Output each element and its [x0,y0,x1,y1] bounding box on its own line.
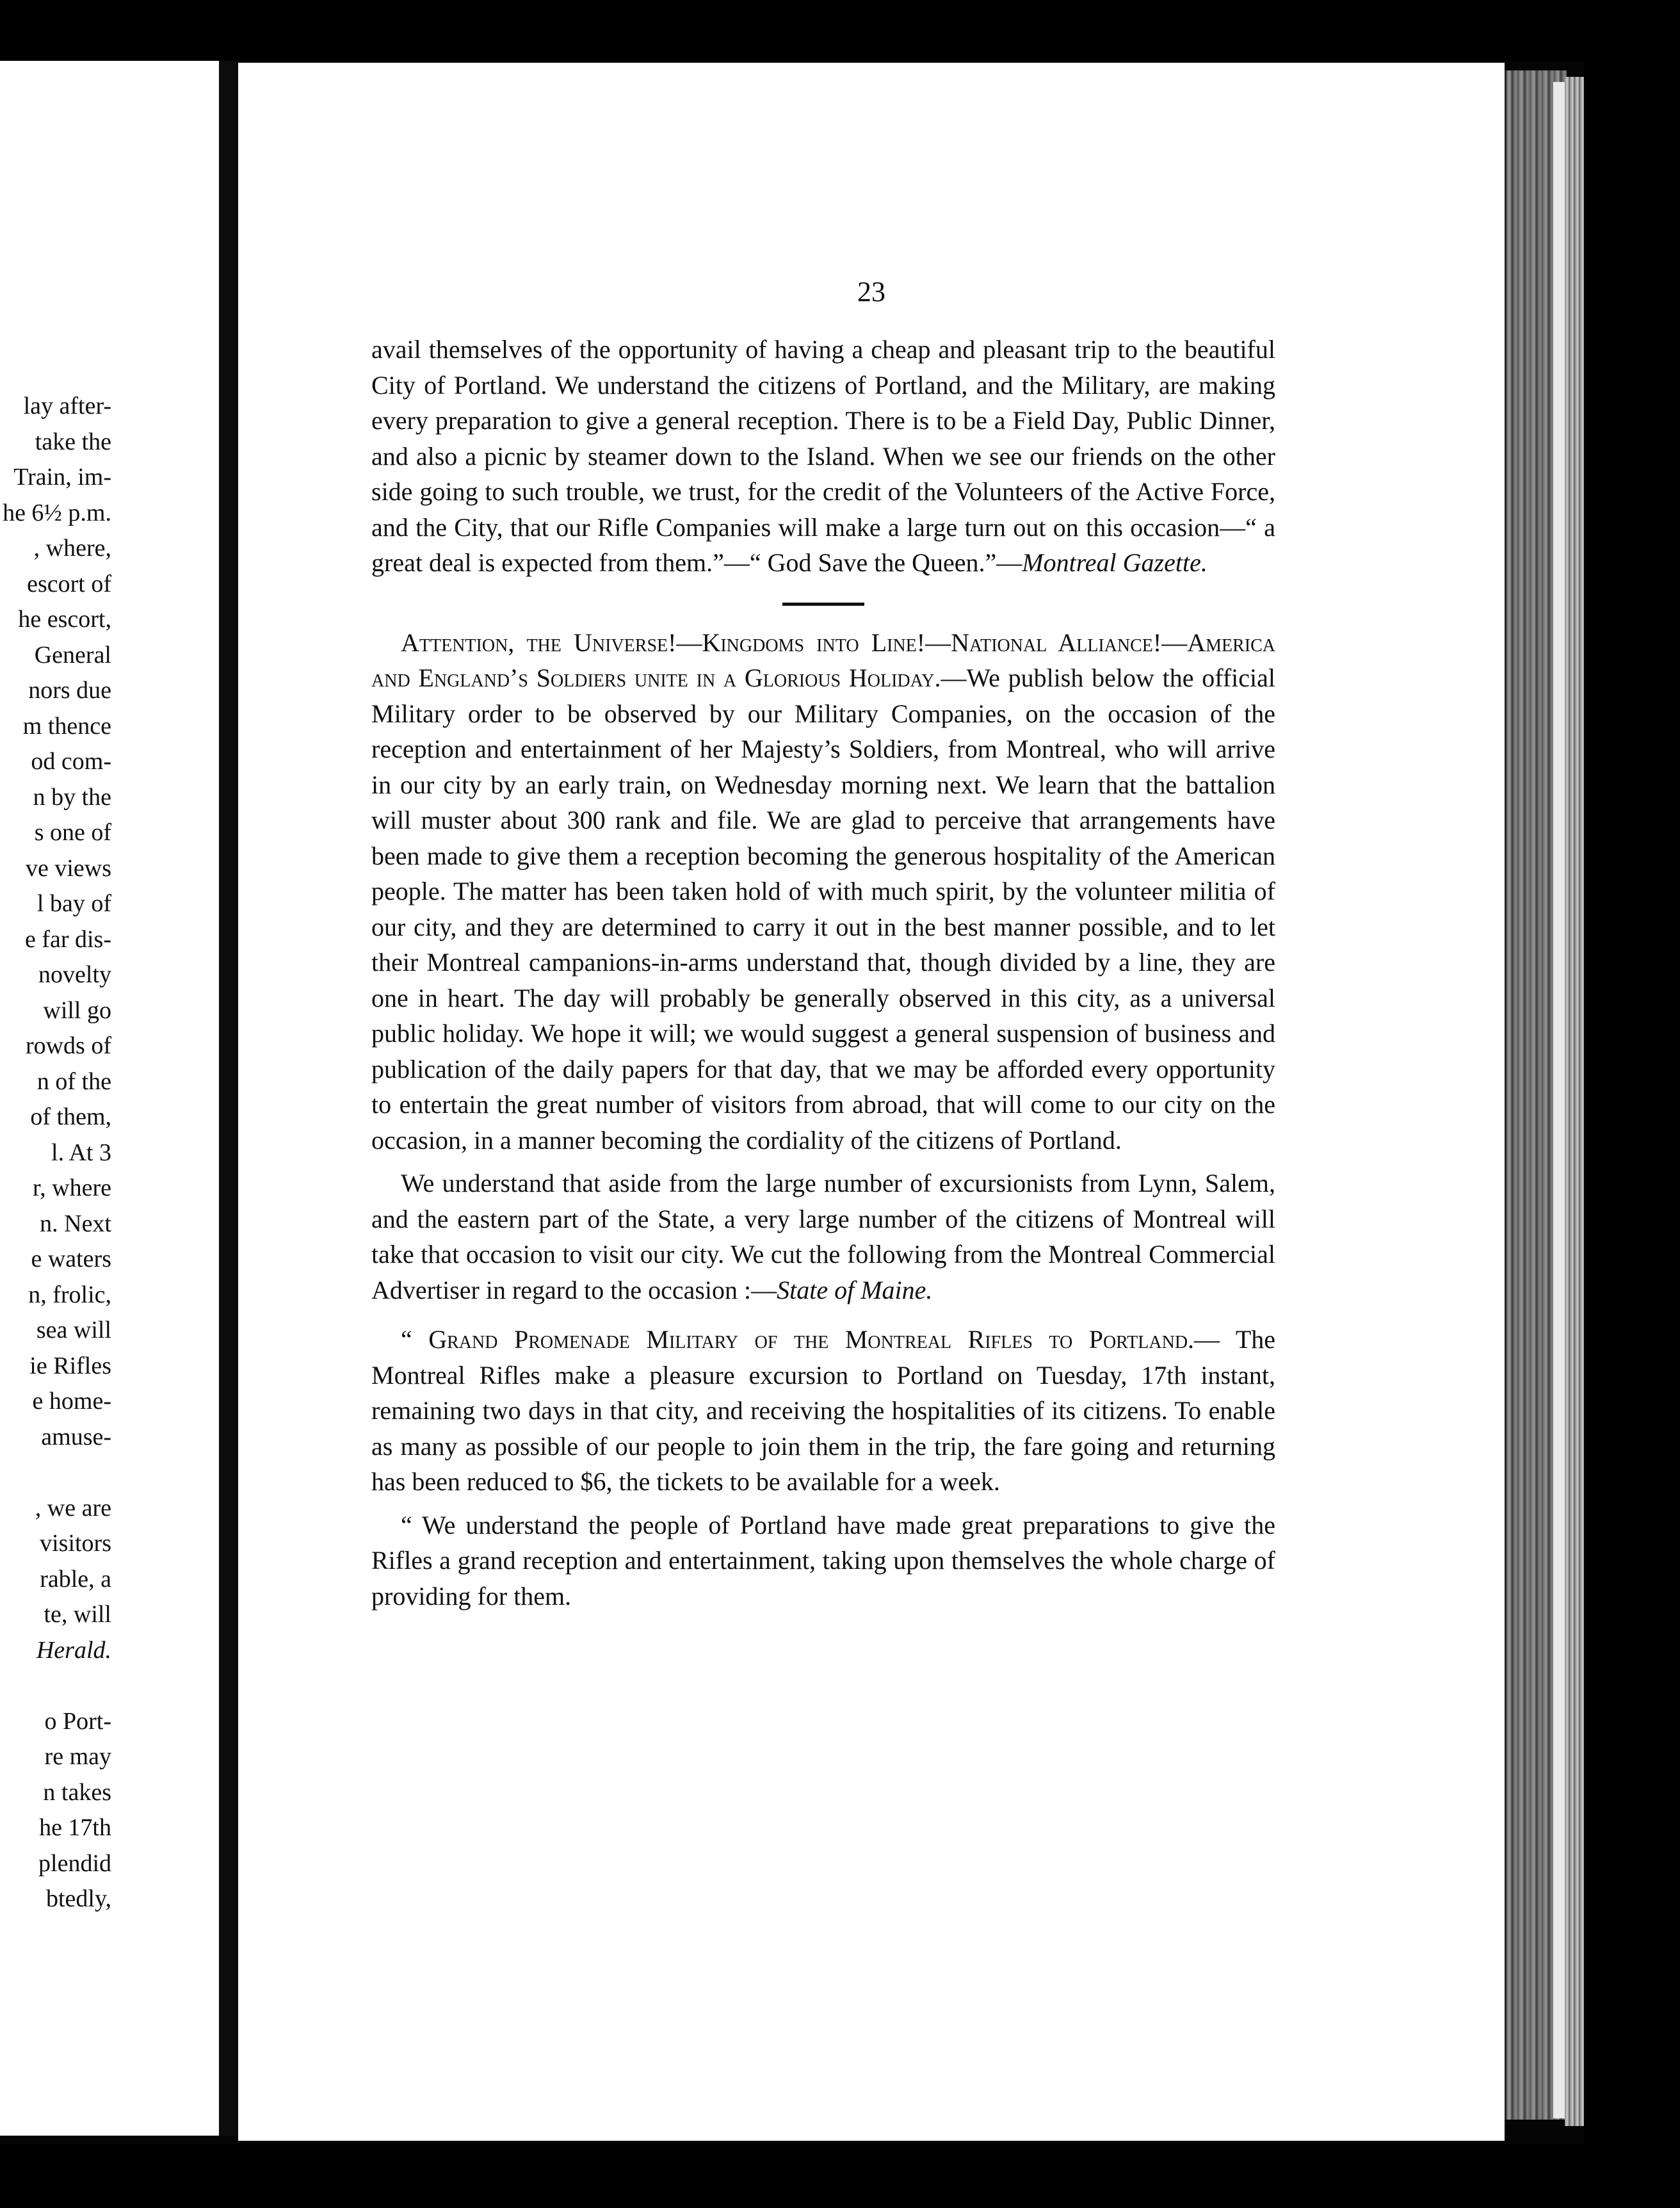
previous-page-line: e far dis- [24,925,111,953]
previous-page-line: novelty [38,961,111,988]
previous-page-line: plendid [38,1849,111,1877]
previous-page-line: o Port- [44,1707,111,1735]
section-divider [782,603,864,606]
paragraph-gazette-quote [371,332,1275,581]
previous-page-line: he 6½ p.m. [3,499,111,526]
paragraph-promenade [371,1322,1275,1500]
page-edge-outer [1565,77,1584,2126]
previous-page-line: , where, [33,535,111,562]
previous-page-line: r, where [33,1174,111,1201]
previous-page-line: te, will [44,1601,111,1628]
previous-page-line: he escort, [18,606,111,633]
previous-page-line: General [34,641,111,669]
previous-page-line: nors due [28,677,111,704]
paragraph-excursionists [371,1165,1275,1308]
page [238,63,1505,2141]
paragraph-reception [371,1507,1275,1614]
previous-page-line [3,1668,111,1704]
previous-page-line: n by the [33,783,111,811]
previous-page-line: n. Next [40,1210,111,1237]
previous-page-line: escort of [27,570,111,597]
previous-page-line: re may [44,1743,111,1770]
previous-page-line: of them, [30,1103,111,1130]
section-heading: “ Grand Promenade Military of the Montreal Rifles to Portland.— [401,1325,1220,1354]
book-gutter [219,61,238,2136]
source-citation: Montreal Gazette. [1022,548,1208,577]
previous-page-line: amuse- [41,1423,111,1450]
previous-page-line: m thence [22,712,111,740]
scan-border-bottom [0,2144,1680,2208]
previous-page-line: , we are [35,1494,111,1522]
previous-page-line: n takes [43,1778,111,1806]
previous-page-line: rable, a [40,1565,111,1593]
section-heading: Attention, the Universe!—Kingdoms into Line!—National Alliance!—America and England’s Soldiers unite in a Glorious Holiday. [371,628,1275,692]
previous-page-line [3,1455,111,1491]
previous-page-line: lay after- [23,393,111,419]
previous-page-text [3,389,111,1917]
previous-page-line: take the [35,428,111,455]
previous-page [0,61,225,2136]
previous-page-line: ve views [25,854,111,882]
previous-page-line: l bay of [36,890,111,917]
previous-page-line: rowds of [25,1032,111,1059]
previous-page-line: od com- [31,748,111,775]
previous-page-line: Herald. [36,1636,111,1664]
previous-page-line: e home- [32,1388,111,1415]
paragraph-text: —We publish below the official Military order to be observed by our Military Companies, on the occasion of the reception and entertainment of her Majesty’s Soldiers, from Montreal, who will arrive in our city by an early train, on Wednesday morning next. We learn that the battalion will muster about 300 rank and file. We are glad to perceive that arrangements have been made to give them a reception becoming the generous hospitality of the American people. The matter has been taken hold of with much spirit, by the volunteer militia of our city, and they are determined to carry it out in the best manner possible, and to let their Montreal campanions-in-arms understand that, though divided by a line, they are one in heart. The day will probably be generally observed in this city, as a universal public holiday. We hope it will; we would suggest a general suspension of business and publication of the daily papers for that day, that we may be afforded every opportunity to entertain the great number of visitors from abroad, that will come to our city on the occasion, in a manner becoming the cordiality of the citizens of Portland. [371,663,1275,1155]
paragraph-text: avail themselves of the opportunity of having a cheap and pleasant trip to the beautiful City of Portland. We understand the citizens of Portland, and the Military, are making every preparation to give a general reception. There is to be a Field Day, Public Dinner, and also a picnic by steamer down to the Island. When we see our friends on the other side going to such trouble, we trust, for the credit of the Volunteers of the Active Force, and the City, that our Rifle Companies will make a large turn out on this occasion—“ a great deal is expected from them.”—“ God Save the Queen.”— [371,335,1275,577]
source-citation: State of Maine. [777,1275,933,1304]
previous-page-line: ie Rifles [29,1352,111,1379]
previous-page-line: visitors [40,1530,111,1557]
previous-page-line: n of the [36,1067,111,1095]
scan-border-top [0,0,1680,61]
previous-page-line: s one of [34,819,111,846]
page-edge-highlight [1553,82,1565,2118]
paragraph-attention [371,625,1275,1158]
paragraph-text: The Montreal Rifles make a pleasure excursion to Portland on Tuesday, 17th instant, remaining two days in that city, and receiving the hospitalities of its citizens. To enable as many as possible of our people to join them in the trip, the fare going and returning has been reduced to $6, the tickets to be available for a week. [371,1325,1276,1496]
paragraph-text: We understand that aside from the large number of excursionists from Lynn, Salem, and the eastern part of the State, a very large number of the citizens of Montreal will take that occasion to visit our city. We cut the following from the Montreal Commercial Advertiser in regard to the occasion :— [371,1169,1275,1304]
page-number: 23 [857,276,885,307]
previous-page-line: l. At 3 [51,1139,111,1166]
previous-page-line: n, frolic, [28,1281,111,1308]
scan-border-right [1584,61,1680,2144]
previous-page-line: sea will [36,1317,111,1343]
previous-page-line: he 17th [39,1814,111,1841]
previous-page-line: btedly, [45,1885,111,1912]
page-body [371,332,1275,1614]
previous-page-line: e waters [31,1246,111,1272]
previous-page-line: Train, im- [13,464,111,491]
paragraph-text: “ We understand the people of Portland have made great preparations to give the Rifles a grand reception and entertainment, taking upon themselves the whole charge of providing for them. [371,1510,1275,1611]
previous-page-line: will go [43,996,111,1024]
